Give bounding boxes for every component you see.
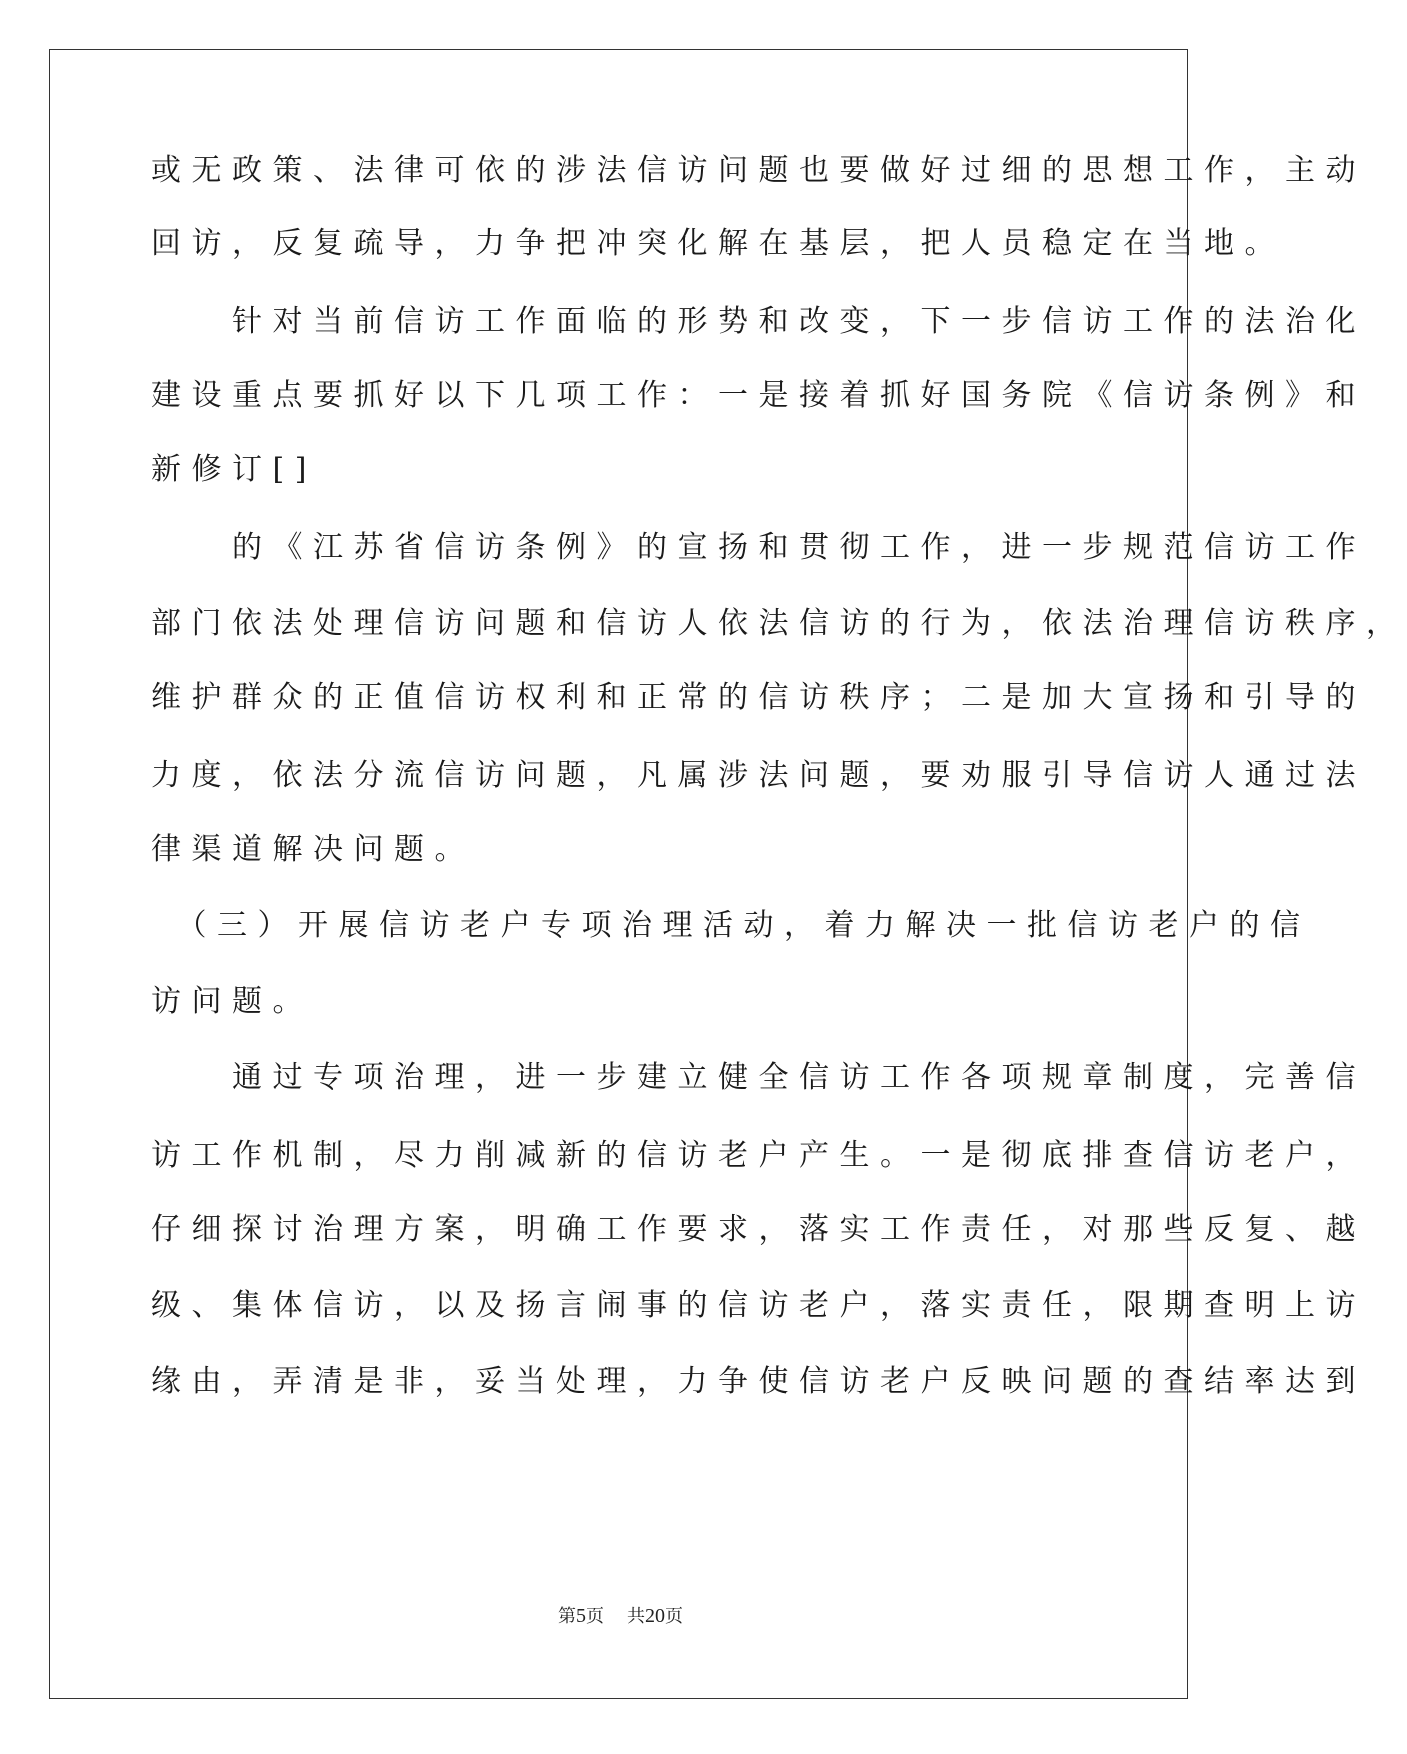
text-line: 律渠道解决问题。 [151,832,475,867]
total-pages: 20 [644,1605,665,1627]
text-line: 通过专项治理，进一步建立健全信访工作各项规章制度，完善信 [151,1060,1366,1095]
page-suffix: 页 [586,1606,605,1627]
text-line: 访工作机制，尽力削减新的信访老户产生。一是彻底排查信访老户， [151,1138,1366,1173]
text-line: 级、集体信访，以及扬言闹事的信访老户，落实责任，限期查明上访 [151,1288,1366,1323]
page-footer [0,1604,1241,1629]
text-line: 回访，反复疏导，力争把冲突化解在基层，把人员稳定在当地。 [151,226,1285,261]
text-line: 针对当前信访工作面临的形势和改变，下一步信访工作的法治化 [151,304,1366,339]
text-line: 维护群众的正值信访权利和正常的信访秩序；二是加大宣扬和引导的 [151,680,1366,715]
text-line: （三）开展信访老户专项治理活动，着力解决一批信访老户的信 [151,908,1311,943]
text-line: 新修订[] [151,452,317,487]
text-line: 访问题。 [151,984,313,1019]
text-line: 仔细探讨治理方案，明确工作要求，落实工作责任，对那些反复、越 [151,1212,1366,1247]
total-prefix: 共 [626,1606,645,1627]
total-suffix: 页 [664,1606,683,1627]
text-line: 或无政策、法律可依的涉法信访问题也要做好过细的思想工作，主动 [151,153,1366,188]
text-line: 部门依法处理信访问题和信访人依法信访的行为，依法治理信访秩序， [151,606,1407,641]
text-line: 建设重点要抓好以下几项工作：一是接着抓好国务院《信访条例》和 [151,378,1366,413]
text-line: 缘由，弄清是非，妥当处理，力争使信访老户反映问题的查结率达到 [151,1364,1366,1399]
page-number: 5 [576,1605,587,1627]
text-line: 力度，依法分流信访问题，凡属涉法问题，要劝服引导信访人通过法 [151,758,1366,793]
page-prefix: 第 [558,1606,577,1627]
page-border [49,49,1188,1699]
text-line: 的《江苏省信访条例》的宣扬和贯彻工作，进一步规范信访工作 [151,530,1366,565]
